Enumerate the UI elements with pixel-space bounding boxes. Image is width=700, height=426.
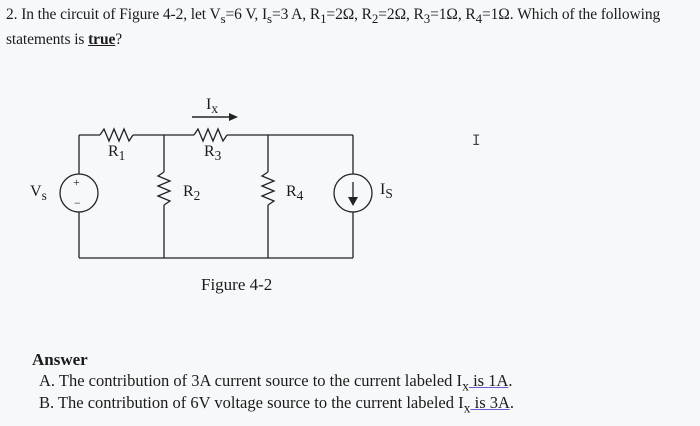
ix-label: $I_x$ [206,96,218,117]
answer-option-b: B. The contribution of 6V voltage source to the current labeled $I_x$ is 3A. [39,393,515,416]
question-line-2: statements is true? [6,31,123,49]
answer-option-a: A. The contribution of 3A current source to the current labeled $I_x$ is 1A. [39,371,513,394]
r3-label: $R_3$ [204,143,222,164]
resistor-r4-symbol [262,172,274,205]
current-source-arrow-head [348,197,358,206]
is-label: $I_S$ [380,181,393,202]
minus-sign: − [74,196,81,210]
vs-label: $V_s$ [30,183,47,204]
true-keyword: true [88,31,116,49]
resistor-r1-symbol [100,129,133,141]
text-cursor-icon: I [472,133,481,149]
ix-arrow-head [229,113,238,121]
plus-sign: + [73,175,80,189]
figure-caption: Figure 4-2 [201,275,273,294]
question-line-1: 2. In the circuit of Figure 4-2, let $V_s=6$ V, $I_s=3$ A, $R_1=2\Omega$, $R_2=2\Omega$, $R_3=1\Omega$, $R_4=1\Omega$. Which of the following [6,6,661,27]
r2-label: $R_2$ [183,183,201,204]
r1-label: $R_1$ [108,143,126,164]
resistor-r2-symbol [158,172,170,205]
r4-label: $R_4$ [286,183,304,204]
answer-heading: Answer [32,350,88,369]
resistor-r3-symbol [194,129,227,141]
